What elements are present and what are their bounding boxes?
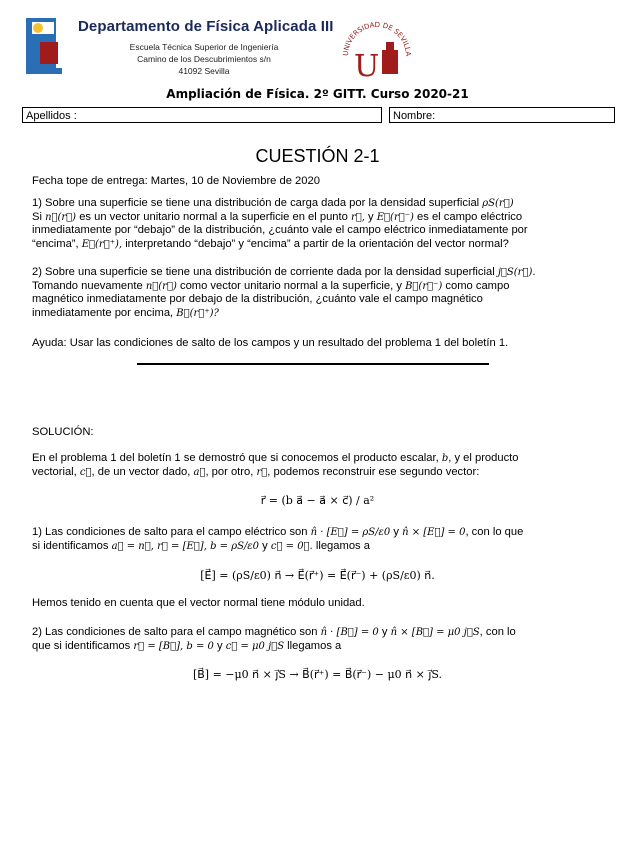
nombre-field[interactable]: Nombre: <box>389 107 615 123</box>
help-note: Ayuda: Usar las condiciones de salto de los campos y un resultado del problema 1 del boletín 1. <box>32 337 509 349</box>
question-part-2: 2) Sobre una superficie se tiene una distribución de corriente dada por la densidad superficial j⃗S(r⃗). Tomando nuevamente n⃗(r⃗) como vector unitario normal a la superficie, y B⃗(r⃗⁻) como campo magnético inmediatamente por debajo de la distribución, ¿cuánto vale el campo magnético inmediatamente por encima, B⃗(r⃗⁺)? <box>32 266 536 319</box>
course-title: Ampliación de Física. 2º GITT. Curso 2020-21 <box>166 87 469 101</box>
svg-text:UNIVERSIDAD DE SEVILLA: UNIVERSIDAD DE SEVILLA <box>341 20 413 57</box>
equation-reconstruct: r⃗ = (b a⃗ − a⃗ × c⃗) / a² <box>260 494 375 507</box>
department-logo <box>24 16 64 76</box>
solution-part-1: 1) Las condiciones de salto para el campo eléctrico son n̂ · [E⃗] = ρS/ε0 y n̂ × [E⃗] = 0, con lo que si identificamos a⃗ = n⃗, r⃗ = [E⃗], b = ρS/ε0 y c⃗ = 0⃗. llegamos a <box>32 526 524 552</box>
solution-part-2: 2) Las condiciones de salto para el campo magnético son n̂ · [B⃗] = 0 y n̂ × [B⃗] = μ0 j⃗S, con lo que si identificamos r⃗ = [B⃗], b = 0 y c⃗ = μ0 j⃗S llegamos a <box>32 626 516 652</box>
separator <box>137 363 489 365</box>
university-logo <box>338 14 416 92</box>
school-address: Escuela Técnica Superior de Ingeniería Camino de los Descubrimientos s/n 41092 Sevilla <box>129 42 279 76</box>
svg-text:U: U <box>354 49 380 84</box>
solution-heading: SOLUCIÓN: <box>32 426 94 438</box>
question-title: CUESTIÓN 2-1 <box>255 146 380 166</box>
department-name: Departamento de Física Aplicada III <box>78 18 334 35</box>
deadline: Fecha tope de entrega: Martes, 10 de Noviembre de 2020 <box>32 175 320 187</box>
solution-note: Hemos tenido en cuenta que el vector normal tiene módulo unidad. <box>32 597 365 609</box>
apellidos-field[interactable]: Apellidos : <box>22 107 382 123</box>
equation-magnetic: [B⃗] = −μ0 n⃗ × j⃗S → B⃗(r⃗⁺) = B⃗(r⃗⁻) − μ0 n⃗ × j⃗S. <box>192 668 443 681</box>
solution-intro: En el problema 1 del boletín 1 se demostró que si conocemos el producto escalar, b, y el producto vectorial, c⃗, de un vector dado, a⃗, por otro, r⃗, podemos reconstruir ese segundo vector: <box>32 452 519 478</box>
question-part-1: 1) Sobre una superficie se tiene una distribución de carga dada por la densidad superficial ρS(r⃗) Si n⃗(r⃗) es un vector unitario normal a la superficie en el punto r⃗, y E⃗(r⃗⁻) es el campo eléctrico inmediatamente por “debajo” de la distribución, ¿cuánto vale el campo eléctrico inmediatamente por “encima”, E⃗(r⃗⁺), interpretando “debajo” y “encima” a partir de la orientación del vector normal? <box>32 197 528 250</box>
equation-electric: [E⃗] = (ρS/ε0) n⃗ → E⃗(r⃗⁺) = E⃗(r⃗⁻) + (ρS/ε0) n⃗. <box>200 569 435 582</box>
